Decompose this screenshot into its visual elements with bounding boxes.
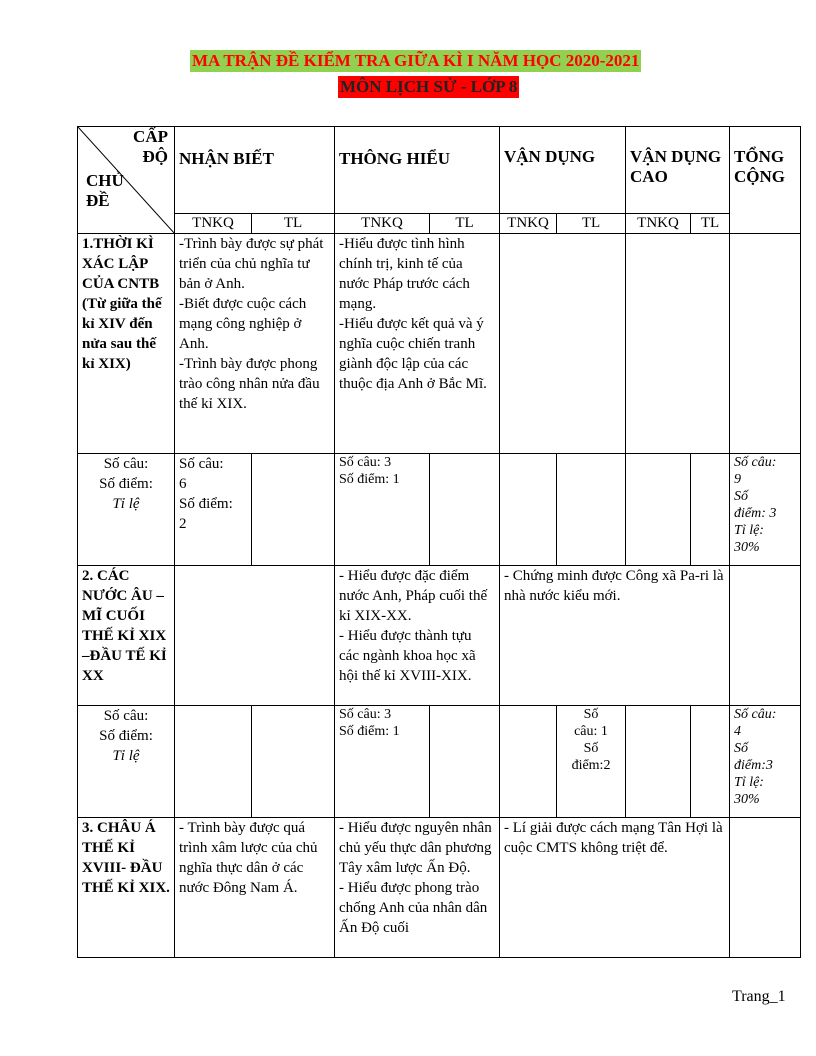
stats-vd-tnkq bbox=[500, 706, 557, 818]
thong-hieu-content: -Hiểu được tình hình chính trị, kinh tế của nước Pháp trước cách mạng. -Hiểu được kết quả và ý nghĩa cuộc chiến tranh giành độc lập của các thuộc địa Anh ở Bắc Mĩ. bbox=[335, 234, 500, 454]
matrix-table bbox=[77, 126, 801, 958]
topic-cell: 1.THỜI KÌ XÁC LẬP CỦA CNTB (Từ giữa thế kỉ XIV đến nửa sau thế kỉ XIX) bbox=[78, 234, 175, 454]
sub-header-tnkq: TNKQ bbox=[500, 214, 557, 234]
sub-header-tnkq: TNKQ bbox=[335, 214, 430, 234]
corner-level-label: CẤP ĐỘ bbox=[133, 127, 168, 166]
document-title: MA TRẬN ĐỀ KIỂM TRA GIỮA KÌ I NĂM HỌC 2020-2021 bbox=[192, 51, 640, 70]
stats-vd-tnkq bbox=[500, 454, 557, 566]
total-content bbox=[730, 234, 801, 454]
sub-header-tl: TL bbox=[252, 214, 335, 234]
stats-vdc-tl bbox=[691, 454, 730, 566]
stats-th-tl bbox=[430, 454, 500, 566]
stats-nb-tl bbox=[252, 454, 335, 566]
total-content bbox=[730, 566, 801, 706]
van-dung-content: - Lí giải được cách mạng Tân Hợi là cuộc CMTS không triệt để. bbox=[500, 818, 730, 958]
stats-th-tnkq: Số câu: 3 Số điểm: 1 bbox=[335, 454, 430, 566]
header-tong-cong: TỔNG CỘNG bbox=[730, 127, 801, 234]
stat-label-tile: Tỉ lệ bbox=[112, 496, 140, 512]
stats-label-cell bbox=[78, 454, 175, 566]
stat-label-cau: Số câu: bbox=[103, 456, 149, 472]
sub-header-tl: TL bbox=[430, 214, 500, 234]
stats-th-tnkq: Số câu: 3 Số điểm: 1 bbox=[335, 706, 430, 818]
stats-nb-tnkq bbox=[175, 706, 252, 818]
van-dung-content bbox=[500, 234, 626, 454]
stats-vd-tl bbox=[557, 454, 626, 566]
stats-vdc-tnkq bbox=[626, 454, 691, 566]
document-subtitle: MÔN LỊCH SỬ - LỚP 8 bbox=[340, 77, 518, 96]
stats-nb-tnkq: Số câu: 6 Số điểm: 2 bbox=[175, 454, 252, 566]
header-van-dung-cao: VẬN DỤNG CAO bbox=[626, 127, 730, 214]
total-content bbox=[730, 818, 801, 958]
sub-header-tnkq: TNKQ bbox=[175, 214, 252, 234]
sub-header-tl: TL bbox=[691, 214, 730, 234]
stats-vdc-tl bbox=[691, 706, 730, 818]
stats-total: Số câu: 9 Số điểm: 3 Tỉ lệ: 30% bbox=[730, 454, 801, 566]
header-van-dung: VẬN DỤNG bbox=[500, 127, 626, 214]
stats-total: Số câu: 4 Số điểm:3 Tỉ lệ: 30% bbox=[730, 706, 801, 818]
stats-vdc-tnkq bbox=[626, 706, 691, 818]
topic-cell: 3. CHÂU Á THẾ KỈ XVIII- ĐẦU THẾ KỈ XIX. bbox=[78, 818, 175, 958]
nhan-biet-content: -Trình bày được sự phát triển của chủ nghĩa tư bản ở Anh. -Biết được cuộc cách mạng công nghiệp ở Anh. -Trình bày được phong trào công nhân nửa đầu thế kỉ XIX. bbox=[175, 234, 335, 454]
header-thong-hieu: THÔNG HIỂU bbox=[335, 127, 500, 214]
stats-vd-tl: Số câu: 1 Số điểm:2 bbox=[557, 706, 626, 818]
van-dung-cao-content bbox=[626, 234, 730, 454]
sub-header-tnkq: TNKQ bbox=[626, 214, 691, 234]
corner-header-cell bbox=[78, 127, 175, 234]
stats-nb-tl bbox=[252, 706, 335, 818]
stat-label-tile: Tỉ lệ bbox=[112, 748, 140, 764]
page-number: Trang_1 bbox=[732, 988, 786, 1005]
nhan-biet-content: - Trình bày được quá trình xâm lược của chủ nghĩa thực dân ở các nước Đông Nam Á. bbox=[175, 818, 335, 958]
topic-cell: 2. CÁC NƯỚC ÂU –MĨ CUỐI THẾ KỈ XIX –ĐẦU TẾ KỈ XX bbox=[78, 566, 175, 706]
corner-topic-label: CHỦ ĐỀ bbox=[86, 171, 124, 210]
thong-hieu-content: - Hiểu được đặc điểm nước Anh, Pháp cuối thế kỉ XIX-XX. - Hiểu được thành tựu các ngành khoa học xã hội thế kỉ XVIII-XIX. bbox=[335, 566, 500, 706]
stat-label-cau: Số câu: bbox=[103, 708, 149, 724]
stats-label-cell bbox=[78, 706, 175, 818]
van-dung-content: - Chứng minh được Công xã Pa-ri là nhà nước kiểu mới. bbox=[500, 566, 730, 706]
nhan-biet-content bbox=[175, 566, 335, 706]
header-nhan-biet: NHẬN BIẾT bbox=[175, 127, 335, 214]
stats-th-tl bbox=[430, 706, 500, 818]
thong-hieu-content: - Hiểu được nguyên nhân chủ yếu thực dân phương Tây xâm lược Ấn Độ. - Hiểu được phong trào chống Anh của nhân dân Ấn Độ cuối bbox=[335, 818, 500, 958]
stat-label-diem: Số điểm: bbox=[99, 476, 153, 492]
sub-header-tl: TL bbox=[557, 214, 626, 234]
stat-label-diem: Số điểm: bbox=[99, 728, 153, 744]
